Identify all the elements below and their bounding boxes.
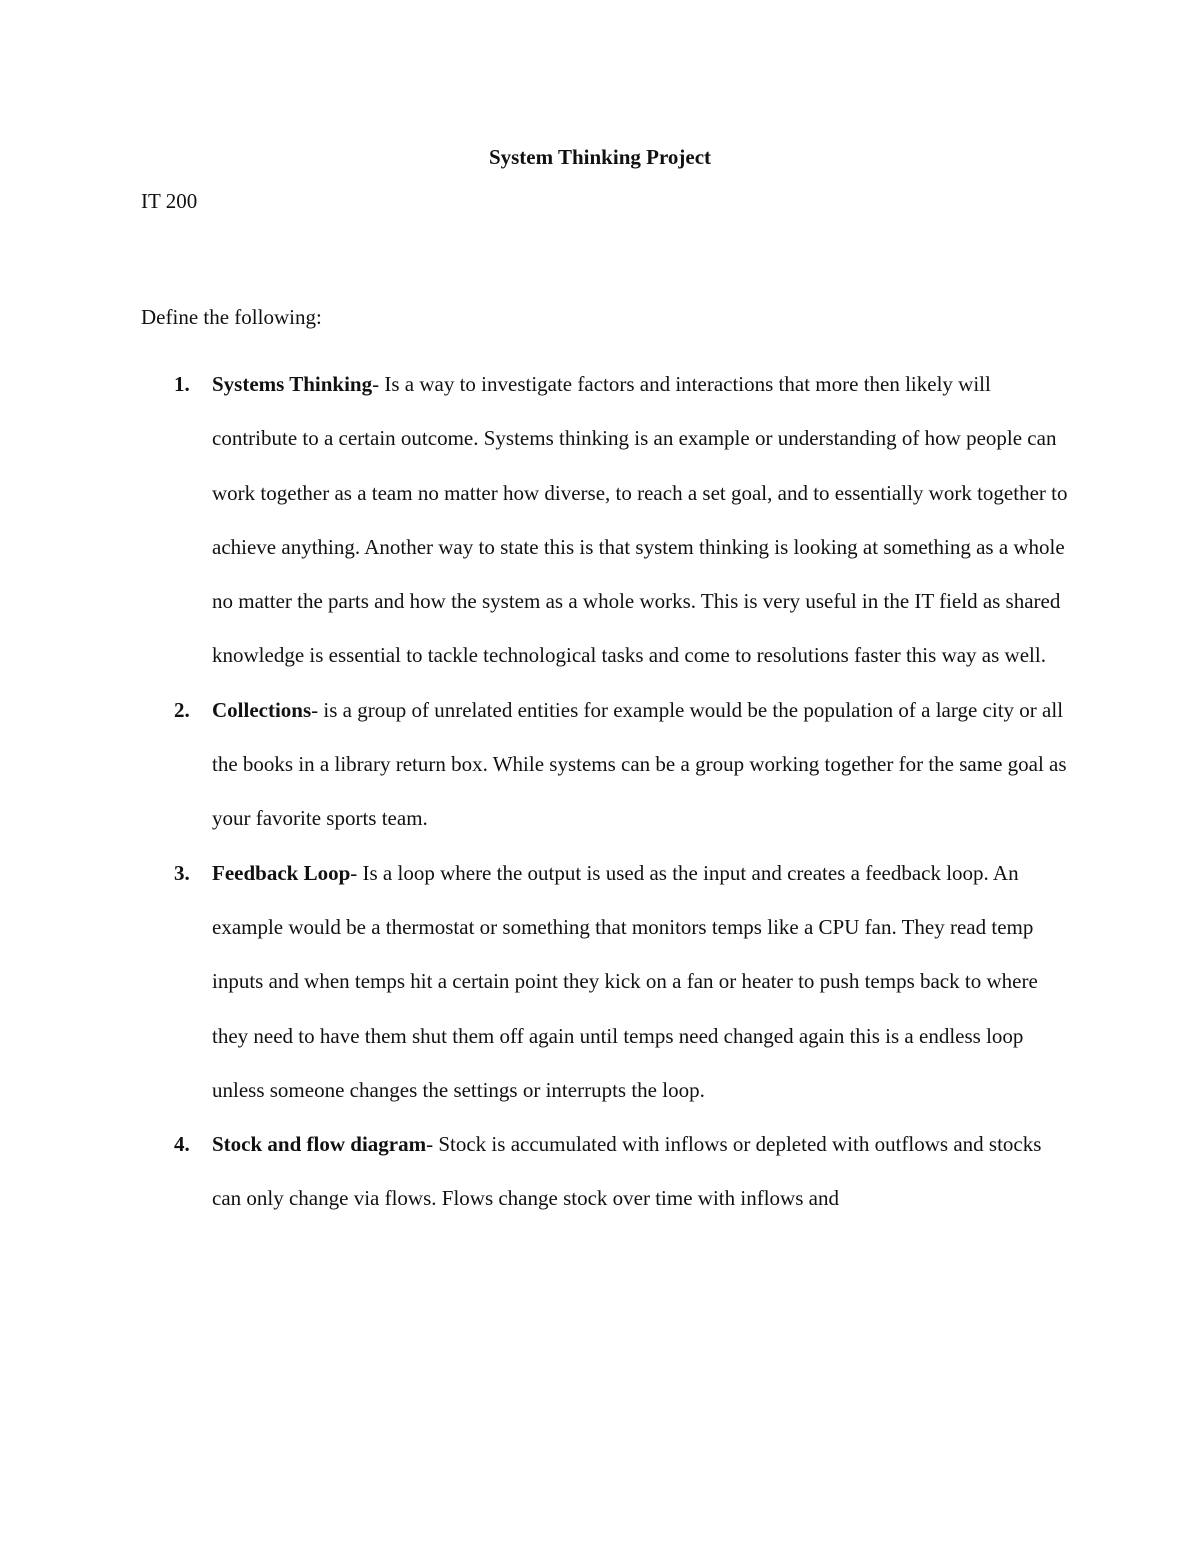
definition-text: - Is a way to investigate factors and interactions that more then likely will contribute to a certain outcome. Systems thinking is an example or understanding of how people can work together as a team no matter how diverse, to reach a set goal, and to essentially work together to achieve anything. Another way to state this is that system thinking is looking at something as a whole no matter the parts and how the system as a whole works. This is very useful in the IT field as shared knowledge is essential to tackle technological tasks and come to resolutions faster this way as well. [212, 372, 1068, 668]
item-number: 3. [174, 860, 190, 885]
definition-text: - Is a loop where the output is used as the input and creates a feedback loop. An example would be a thermostat or something that monitors temps like a CPU fan. They read temp inputs and when temps hit a certain point they kick on a fan or heater to push temps back to where they need to have them shut them off again until temps need changed again this is a endless loop unless someone changes the settings or interrupts the loop. [212, 860, 1038, 1102]
definition-text: - Stock is accumulated with inflows or depleted with outflows and stocks can only change via flows. Flows change stock over time with inflows and [212, 1132, 1042, 1211]
item-number: 2. [174, 697, 190, 722]
definition-text: - is a group of unrelated entities for example would be the population of a large city or all the books in a library return box. While systems can be a group working together for the same goal as your favorite sports team. [212, 697, 1067, 831]
document-title: System Thinking Project [488, 145, 712, 169]
definition-term: Feedback Loop [212, 860, 351, 885]
definition-term: Stock and flow diagram [212, 1132, 427, 1157]
definition-item [0, 357, 1072, 683]
course-code: IT 200 [141, 189, 198, 213]
definition-item [0, 1117, 1072, 1226]
definition-term: Systems Thinking [212, 372, 373, 396]
definition-term: Collections [212, 697, 312, 722]
item-number: 4. [174, 1132, 190, 1157]
definition-item [0, 683, 1072, 846]
item-number: 1. [174, 372, 190, 396]
definitions-list [0, 357, 1200, 1226]
intro-text: Define the following: [141, 305, 322, 329]
definition-item [0, 846, 1072, 1117]
